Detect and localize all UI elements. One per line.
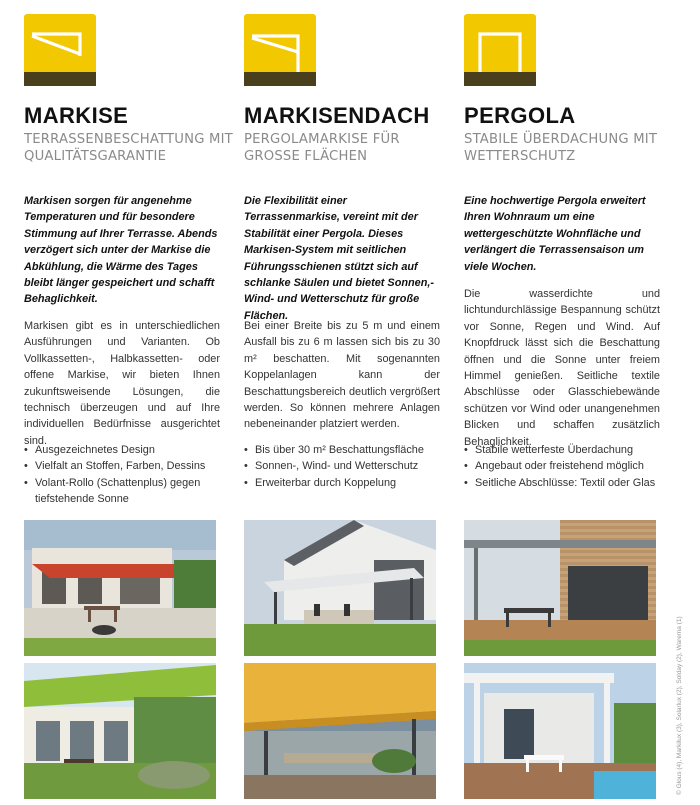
section-title: MARKISE xyxy=(24,103,129,128)
section-title: MARKISENDACH xyxy=(244,103,430,128)
section-subtitle: STABILE ÜBERDACHUNG MIT WETTERSCHUTZ xyxy=(464,132,658,164)
markisendach-icon xyxy=(244,14,316,86)
markise-icon xyxy=(24,14,96,86)
photo-markisendach-yellow xyxy=(244,663,436,799)
list-item: • Ausgezeichnetes Design xyxy=(24,442,224,458)
section-subtitle: TERRASSENBESCHATTUNG MIT QUALITÄTSGARANTIE xyxy=(24,132,233,164)
intro-text: Die Flexibilität einer Terrassenmarkise, vereint mit der Stabilität einer Pergola. Dieses Markisen-System mit seitlichen Führungsschienen stützt sich auf schlanke Säulen und bietet Sonnen,- Wind- und Wetterschutz für große Flächen. xyxy=(244,195,435,322)
photo-pergola-pool xyxy=(464,663,656,799)
intro-text: Markisen sorgen für angenehme Temperaturen und für besondere Stimmung auf Ihrer Terrasse. Abends verzögert sich unter der Markise die Abkühlung, die Wärme des Tages bleibt länger gespeichert und schafft Behaglichkeit. xyxy=(24,195,218,306)
intro-text: Eine hochwertige Pergola erweitert Ihren Wohnraum um eine wettergeschützte Wohnfläche und verlängert die Terrassensaison um viele Wochen. xyxy=(464,195,646,273)
list-item: • Volant-Rollo (Schattenplus) gegen tiefstehende Sonne xyxy=(24,475,224,508)
photo-markise-green xyxy=(24,663,216,799)
list-item: • Erweiterbar durch Koppelung xyxy=(244,475,444,491)
list-item: • Stabile wetterfeste Überdachung xyxy=(464,442,664,458)
feature-list xyxy=(464,442,664,491)
photo-credit: © Glous (4), Markilux (3), Solarlux (2), Solday (2), Warema (1) xyxy=(676,616,683,795)
section-subtitle: PERGOLAMARKISE FÜR GROSSE FLÄCHEN xyxy=(244,132,400,164)
list-item: • Seitliche Abschlüsse: Textil oder Glas xyxy=(464,475,664,491)
pergola-icon xyxy=(464,14,536,86)
list-item: • Vielfalt an Stoffen, Farben, Dessins xyxy=(24,458,224,474)
section-title: PERGOLA xyxy=(464,103,576,128)
photo-markisendach-house xyxy=(244,520,436,656)
list-item: • Angebaut oder freistehend möglich xyxy=(464,458,664,474)
photo-pergola-wood xyxy=(464,520,656,656)
list-item: • Sonnen-, Wind- und Wetterschutz xyxy=(244,458,444,474)
body-text: Markisen gibt es in unterschiedlichen Ausführungen und Varianten. Ob Vollkassetten-, Halbkassetten- oder offene Markise, wir bieten Ihnen zukunftsweisende Lösungen, die technisch überzeugen und auf Ihre individuellen Bedürfnisse ausgerichtet sind. xyxy=(24,320,220,447)
feature-list xyxy=(24,442,224,508)
photo-markise-terrace xyxy=(24,520,216,656)
list-item: • Bis über 30 m² Beschattungsfläche xyxy=(244,442,444,458)
body-text: Die wasserdichte und lichtundurchlässige Bespannung schützt vor Sonne, Regen und Wind. Auf Knopfdruck lässt sich die Beschattung öffnen und die Sonne unter freiem Himmel genießen. Seitliche textile Abschlüsse oder Glasschiebewände schützen vor Wind oder unangenehmen Blicken und schaffen zusätzlich Behaglichkeit. xyxy=(464,288,660,448)
body-text: Bei einer Breite bis zu 5 m und einem Ausfall bis zu 6 m lassen sich bis zu 30 m² beschatten. Mit sogenannten Koppelanlagen kann der Beschattungsbereich deutlich vergrößert werden. So können mehrere Anlagen nebeneinander platziert werden. xyxy=(244,320,440,431)
feature-list xyxy=(244,442,444,491)
